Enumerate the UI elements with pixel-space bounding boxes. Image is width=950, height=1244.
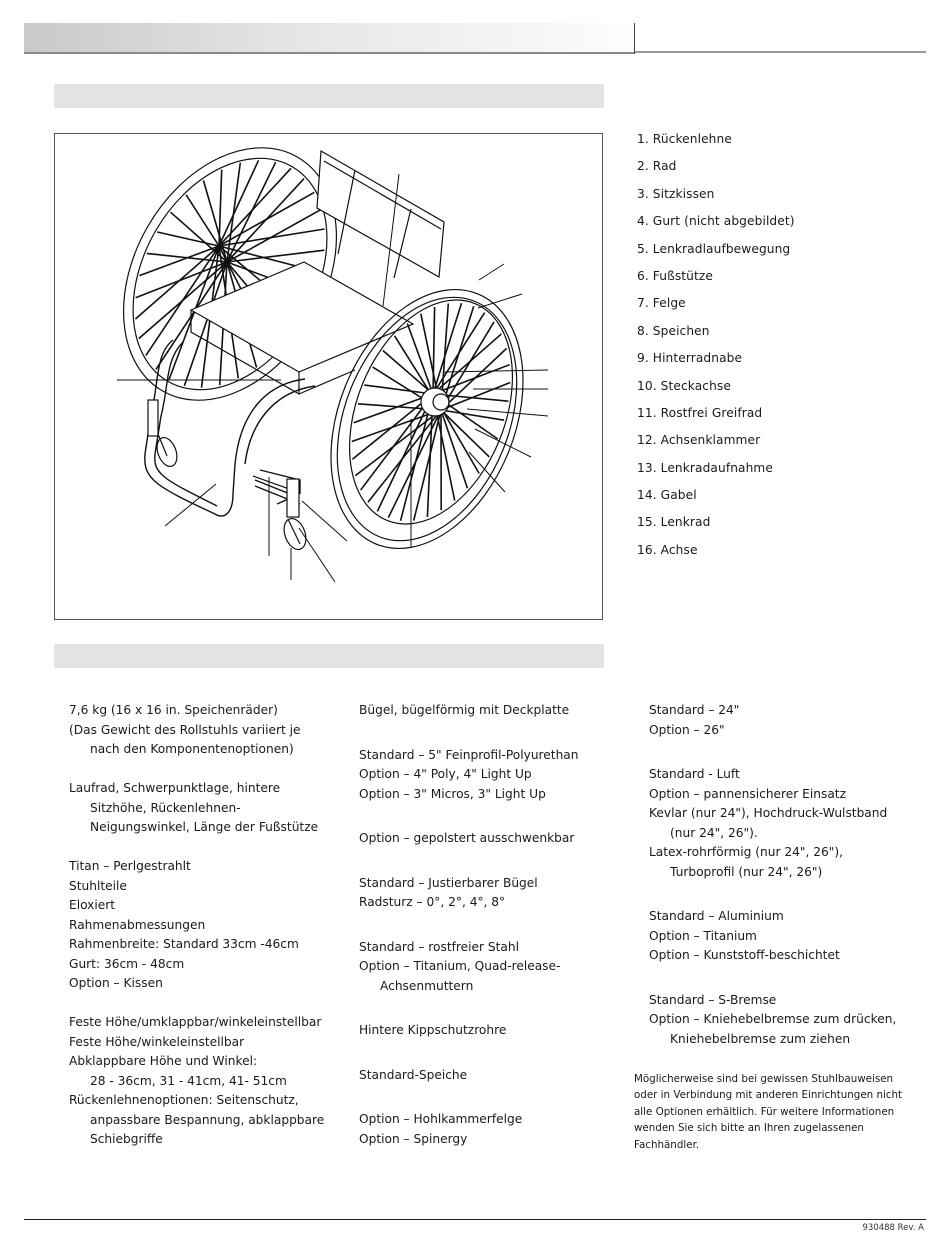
parts-list-item: 14. Gabel bbox=[637, 488, 697, 503]
spec-line: Option – gepolstert ausschwenkbar bbox=[359, 831, 575, 845]
spec-line: Abklappbare Höhe und Winkel: bbox=[69, 1054, 258, 1068]
spec-line: Standard – 5" Feinprofil-Polyurethan bbox=[359, 747, 579, 762]
spec-group bbox=[69, 1013, 324, 1150]
spec-line: Rückenlehnenoptionen: Seitenschutz, bbox=[69, 1093, 299, 1107]
spec-line: Option – pannensicherer Einsatz bbox=[649, 786, 846, 801]
spec-line: Feste Höhe/umklappbar/winkeleinstellbar bbox=[69, 1015, 322, 1029]
spec-line: Turboprofil (nur 24", 26") bbox=[670, 864, 823, 879]
spec-line: Radsturz – 0°, 2°, 4°, 8° bbox=[359, 895, 506, 909]
spec-line: Standard – S-Bremse bbox=[649, 992, 777, 1007]
spec-line: Stuhlteile bbox=[69, 878, 127, 893]
spec-line: Standard – Justierbarer Bügel bbox=[359, 875, 538, 890]
spec-line: 7,6 kg (16 x 16 in. Speichenräder) bbox=[69, 703, 278, 717]
leader-lines bbox=[117, 174, 548, 582]
spec-line: Standard-Speiche bbox=[359, 1067, 468, 1082]
specs-column-1 bbox=[69, 701, 324, 1169]
parts-list-item: 11. Rostfrei Greifrad bbox=[637, 405, 763, 420]
spec-line: Kevlar (nur 24"), Hochdruck-Wulstband bbox=[649, 806, 888, 820]
spec-line: 28 - 36cm, 31 - 41cm, 41- 51cm bbox=[90, 1073, 287, 1088]
parts-list-item: 6. Fußstütze bbox=[637, 268, 713, 283]
spec-group bbox=[359, 1110, 579, 1149]
spec-line: Neigungswinkel, Länge der Fußstütze bbox=[90, 820, 319, 834]
spec-line: Option – Hohlkammerfelge bbox=[359, 1112, 523, 1126]
spec-line: Option – Kniehebelbremse zum drücken, bbox=[649, 1012, 897, 1026]
parts-list-item: 4. Gurt (nicht abgebildet) bbox=[637, 214, 795, 229]
spec-line: Sitzhöhe, Rückenlehnen- bbox=[90, 800, 241, 815]
spec-line: Standard – 24" bbox=[649, 703, 740, 717]
spec-line: (Das Gewicht des Rollstuhls variiert je bbox=[69, 722, 301, 737]
spoke bbox=[364, 385, 433, 394]
parts-list bbox=[637, 130, 795, 568]
spec-line: Latex-rohrförmig (nur 24", 26"), bbox=[649, 845, 843, 859]
header-gradient-bar bbox=[24, 23, 635, 54]
spec-line: Option – 4" Poly, 4" Light Up bbox=[359, 767, 532, 781]
spec-group bbox=[69, 701, 324, 760]
parts-list-item: 5. Lenkradlaufbewegung bbox=[637, 241, 791, 256]
spec-group bbox=[359, 938, 579, 997]
wheelchair-diagram bbox=[54, 133, 603, 620]
spec-group bbox=[359, 1066, 579, 1086]
section-bar-components bbox=[54, 84, 604, 108]
spec-line: Gurt: 36cm - 48cm bbox=[69, 956, 185, 971]
spec-line: Standard – rostfreier Stahl bbox=[359, 939, 520, 954]
spec-line: nach den Komponentenoptionen) bbox=[90, 742, 294, 756]
spec-line: Option – Kissen bbox=[69, 976, 163, 990]
parts-list-item: 8. Speichen bbox=[637, 323, 710, 338]
spec-group bbox=[359, 1021, 579, 1041]
left-caster bbox=[148, 400, 181, 469]
header-rule bbox=[635, 51, 926, 53]
right-caster bbox=[253, 476, 310, 552]
section-bar-specifications bbox=[54, 644, 604, 668]
spec-group bbox=[359, 874, 579, 913]
specs-column-3 bbox=[649, 701, 896, 1074]
spec-line: (nur 24", 26"). bbox=[670, 825, 758, 840]
spec-group bbox=[359, 829, 579, 849]
spoke bbox=[157, 232, 219, 246]
spoke bbox=[186, 195, 219, 246]
spec-line: Bügel, bügelförmig mit Deckplatte bbox=[359, 703, 570, 717]
spec-line: Standard – Aluminium bbox=[649, 909, 784, 923]
backrest bbox=[317, 151, 444, 278]
spec-line: Kniehebelbremse zum ziehen bbox=[670, 1031, 851, 1046]
specs-column-2 bbox=[359, 701, 579, 1174]
spec-line: Schiebgriffe bbox=[90, 1132, 163, 1146]
footer-rule bbox=[24, 1219, 926, 1220]
spec-line: Option – Spinergy bbox=[359, 1131, 468, 1146]
spoke bbox=[219, 168, 291, 246]
parts-list-item: 2. Rad bbox=[637, 159, 677, 174]
spec-line: Option – Titanium bbox=[649, 928, 757, 943]
spec-line: Achsenmuttern bbox=[380, 978, 474, 993]
spec-line: Standard - Luft bbox=[649, 767, 740, 781]
spec-line: Titan – Perlgestrahlt bbox=[69, 859, 191, 873]
parts-list-item: 7. Felge bbox=[637, 296, 686, 311]
document-number: 930488 Rev. A bbox=[862, 1223, 924, 1233]
spec-line: Option – 3" Micros, 3" Light Up bbox=[359, 786, 546, 801]
spec-line: Rahmenbreite: Standard 33cm -46cm bbox=[69, 937, 299, 951]
spec-group bbox=[69, 779, 324, 838]
parts-list-item: 13. Lenkradaufnahme bbox=[637, 460, 773, 475]
spec-line: Eloxiert bbox=[69, 898, 116, 912]
spec-line: Rahmenabmessungen bbox=[69, 917, 206, 932]
availability-note: Möglicherweise sind bei gewissen Stuhlbauweisen oder in Verbindung mit anderen Einrichtungen nicht alle Optionen erhältlich. Für weitere Informationen wenden Sie sich bitte an Ihren zugelassenen Fachhändler. bbox=[634, 1073, 903, 1151]
parts-list-item: 12. Achsenklammer bbox=[637, 433, 761, 448]
parts-list-item: 15. Lenkrad bbox=[637, 515, 711, 530]
parts-list-item: 9. Hinterradnabe bbox=[637, 351, 743, 366]
header-divider bbox=[634, 23, 635, 54]
spec-line: Feste Höhe/winkeleinstellbar bbox=[69, 1034, 245, 1049]
spoke bbox=[139, 246, 219, 276]
spec-line: Hintere Kippschutzrohre bbox=[359, 1023, 507, 1037]
spec-group bbox=[359, 701, 579, 721]
wheelchair-illustration bbox=[55, 134, 604, 621]
spec-group bbox=[649, 765, 896, 882]
parts-list-item: 1. Rückenlehne bbox=[637, 132, 732, 146]
spec-group bbox=[649, 991, 896, 1050]
parts-list-item: 16. Achse bbox=[637, 542, 698, 557]
spec-line: Laufrad, Schwerpunktlage, hintere bbox=[69, 781, 281, 795]
spec-group bbox=[359, 746, 579, 805]
spec-group bbox=[649, 907, 896, 966]
spec-line: Option – Kunststoff-beschichtet bbox=[649, 948, 840, 962]
parts-list-item: 3. Sitzkissen bbox=[637, 186, 715, 201]
spec-line: anpassbare Bespannung, abklappbare bbox=[90, 1112, 325, 1127]
spec-line: Option – 26" bbox=[649, 722, 725, 737]
spec-line: Option – Titanium, Quad-release- bbox=[359, 959, 561, 973]
spec-group bbox=[69, 857, 324, 994]
spec-group bbox=[649, 701, 896, 740]
spoke bbox=[219, 170, 222, 246]
parts-list-item: 10. Steckachse bbox=[637, 378, 731, 393]
spoke bbox=[227, 209, 321, 262]
